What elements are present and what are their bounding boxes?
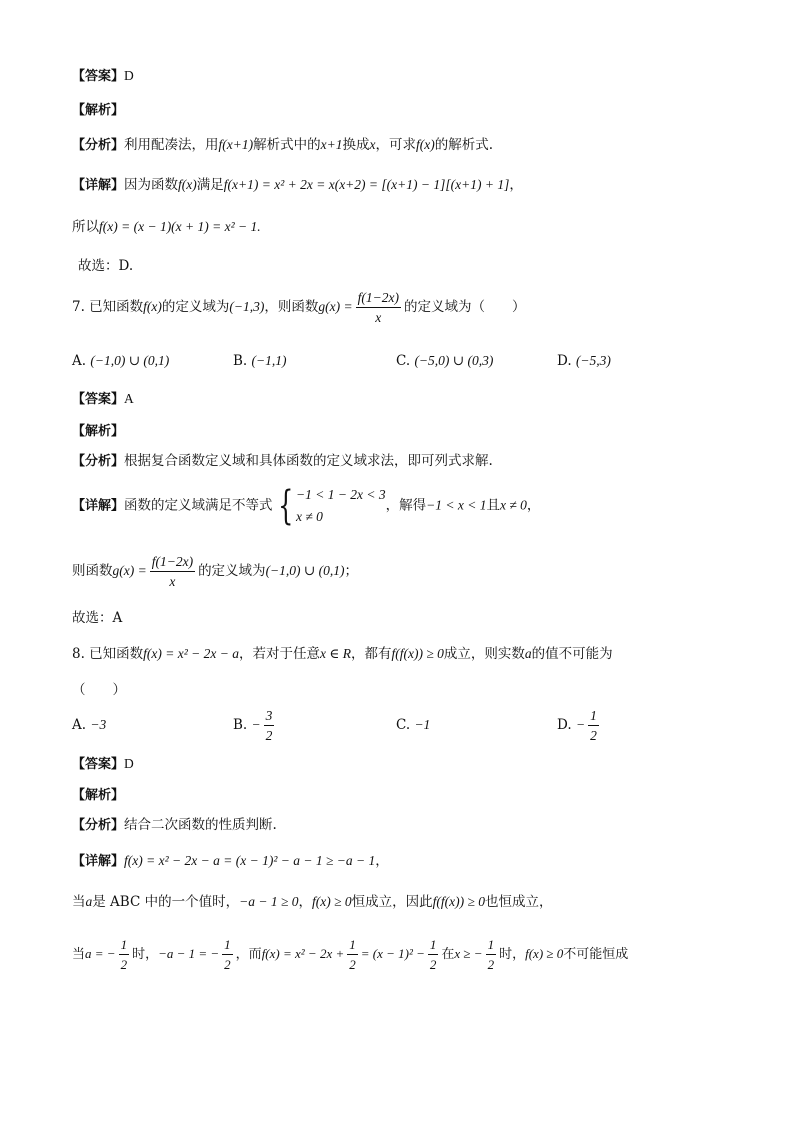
fraction <box>347 935 358 974</box>
left-brace-icon: { <box>277 483 293 529</box>
text: 因为函数 <box>124 177 179 193</box>
math: x ≠ 0 <box>499 497 527 513</box>
text: ，则函数 <box>264 299 319 315</box>
q8-option-b <box>233 706 277 745</box>
text: ，都有 <box>351 646 392 662</box>
q6-analysis-heading <box>72 100 124 121</box>
fraction-numerator: 1 <box>222 935 233 955</box>
math: f(x+1) = x² + 2x = x(x+2) = [(x+1) − 1][(x+1) + 1] <box>223 177 510 192</box>
q8-detail-line <box>72 851 389 872</box>
text: ， <box>298 894 312 910</box>
analysis-tag: 【解析】 <box>72 103 125 118</box>
fraction-denominator: 2 <box>265 728 273 743</box>
answer-tag: 【答案】 <box>72 757 125 772</box>
fraction-denominator: 2 <box>120 957 128 972</box>
q6-result-line <box>72 217 261 237</box>
text: 结合二次函数的性质判断. <box>124 817 277 833</box>
fraction-denominator: 2 <box>224 957 231 972</box>
text: ， <box>526 497 541 514</box>
fraction-denominator: 2 <box>590 728 597 743</box>
text: ，解得 <box>385 497 427 514</box>
text: 的定义域为 <box>161 299 230 315</box>
fraction <box>486 935 497 974</box>
q7-result-line <box>72 552 358 591</box>
math: x ≥ − <box>454 946 483 961</box>
fraction-denominator: x <box>375 310 382 325</box>
q8-analysis-heading <box>72 785 124 806</box>
q8-option-a <box>72 717 106 733</box>
text: 在 <box>441 947 455 962</box>
math: a <box>524 646 532 661</box>
math: f(x) = (x − 1)(x + 1) = x² − 1. <box>99 219 261 234</box>
math: f(f(x)) ≥ 0 <box>432 894 486 909</box>
system-line: x ≠ 0 <box>295 509 323 524</box>
fraction-numerator: f(1−2x) <box>150 552 195 572</box>
q6-detail-line <box>72 175 523 196</box>
option-value: −1 <box>414 717 431 732</box>
fraction-denominator: 2 <box>349 957 356 972</box>
math: x+1 <box>320 137 343 152</box>
text: 当 <box>72 894 86 910</box>
math: a = − <box>85 946 116 961</box>
fraction-numerator: 1 <box>588 706 599 726</box>
math: (−1,0) ∪ (0,1) <box>265 563 345 578</box>
math: f(x) = x² − 2x − a <box>143 646 240 661</box>
text: 利用配凑法，用 <box>124 137 219 153</box>
math: f(x) <box>143 299 162 314</box>
text: 的定义域为（ ） <box>403 299 526 315</box>
fraction-numerator: f(1−2x) <box>356 288 401 308</box>
fenxi-tag: 【分析】 <box>72 818 125 833</box>
q8-option-d <box>557 706 602 745</box>
answer-tag: 【答案】 <box>72 392 125 407</box>
text: 根据复合函数定义域和具体函数的定义域求法，即可列式求解. <box>124 453 493 469</box>
text: ，可求 <box>375 137 416 153</box>
option-label: D. <box>557 353 572 369</box>
answer-value: D <box>124 756 134 771</box>
option-value: (−5,0) ∪ (0,3) <box>414 353 494 368</box>
fraction <box>588 706 599 745</box>
q7-option-b <box>233 353 287 369</box>
option-value: (−1,1) <box>251 353 287 368</box>
option-value: (−1,0) ∪ (0,1) <box>90 353 170 368</box>
text: 时， <box>499 947 526 962</box>
math: a <box>85 894 93 909</box>
answer-value: D <box>124 68 134 83</box>
q7-stem <box>72 288 525 327</box>
q7-option-a <box>72 353 169 369</box>
text: 所以 <box>72 219 99 235</box>
text: 当 <box>72 947 86 962</box>
fraction-numerator: 3 <box>264 706 275 726</box>
fenxi-tag: 【分析】 <box>72 138 125 153</box>
text: 的值不可能为 <box>531 646 613 662</box>
text: 的解析式. <box>434 137 493 153</box>
choose-text: 故选：D. <box>78 258 134 274</box>
detail-tag: 【详解】 <box>72 178 125 193</box>
q8-stem-line2 <box>72 680 126 700</box>
fraction <box>356 288 401 327</box>
option-value: (−5,3) <box>575 353 611 368</box>
analysis-tag: 【解析】 <box>72 424 125 439</box>
text: 且 <box>486 497 500 514</box>
text: 成立，则实数 <box>443 646 525 662</box>
q7-choose-line <box>72 608 122 628</box>
fraction-denominator: 2 <box>487 957 495 972</box>
detail-tag: 【详解】 <box>72 498 125 514</box>
q6-answer-line <box>72 66 134 87</box>
fraction-denominator: 2 <box>429 957 437 972</box>
text: 满足 <box>196 177 224 193</box>
q7-fenxi-line <box>72 451 493 472</box>
system-line: −1 < 1 − 2x < 3 <box>295 487 386 502</box>
option-label: C. <box>396 353 411 369</box>
answer-value: A <box>124 391 134 406</box>
math: x ∈ R <box>320 646 352 661</box>
q7-analysis-heading <box>72 421 124 442</box>
math: f(x) = x² − 2x − a = (x − 1)² − a − 1 ≥ −a − 1 <box>124 853 376 868</box>
text: 的定义域为 <box>198 563 266 579</box>
text: 解析式中的 <box>253 137 321 153</box>
fraction-numerator: 1 <box>486 935 497 955</box>
q7-option-c <box>396 353 493 369</box>
q8-fenxi-line <box>72 815 277 836</box>
option-label: B. <box>233 717 248 733</box>
math: g(x) = <box>318 299 353 314</box>
fraction <box>222 935 233 974</box>
fraction <box>119 935 130 974</box>
q8-case-line-2 <box>72 935 628 974</box>
choose-text: 故选：A <box>72 610 123 626</box>
math: f(x) ≥ 0 <box>525 946 564 961</box>
text: ， <box>509 177 523 193</box>
q7-detail-line <box>72 484 540 528</box>
math: (−1,3) <box>229 299 265 314</box>
text: 7. 已知函数 <box>72 299 144 315</box>
math: x <box>369 137 376 152</box>
fenxi-tag: 【分析】 <box>72 454 125 469</box>
fraction-numerator: 1 <box>428 935 439 955</box>
math: −1 < x < 1 <box>426 497 487 513</box>
text: 时， <box>132 947 159 962</box>
fraction <box>428 935 439 974</box>
text: 也恒成立， <box>485 894 553 910</box>
q8-answer-line <box>72 754 134 775</box>
q7-answer-line <box>72 389 134 410</box>
math: f(x) <box>178 177 197 192</box>
text: 恒成立，因此 <box>351 894 433 910</box>
math: −a − 1 ≥ 0 <box>239 894 299 909</box>
fraction-numerator: 1 <box>119 935 130 955</box>
option-label: B. <box>233 353 248 369</box>
option-label: D. <box>557 717 572 733</box>
detail-tag: 【详解】 <box>72 854 125 869</box>
inequality-system <box>273 484 386 528</box>
fraction-numerator: 1 <box>347 935 358 955</box>
text: 8. 已知函数 <box>72 646 144 662</box>
text: ，若对于任意 <box>239 646 321 662</box>
analysis-tag: 【解析】 <box>72 788 125 803</box>
text: 函数的定义域满足不等式 <box>124 497 273 514</box>
fraction-denominator: x <box>169 574 176 589</box>
math: g(x) = <box>112 563 147 578</box>
math: f(f(x)) ≥ 0 <box>391 646 444 661</box>
math: f(x) ≥ 0 <box>311 894 352 909</box>
option-value: − <box>575 717 586 732</box>
math: f(x) <box>415 137 435 152</box>
math: −a − 1 = − <box>158 946 220 961</box>
text: （ ） <box>72 682 126 698</box>
math: = (x − 1)² − <box>360 946 425 961</box>
text: 换成 <box>342 137 370 153</box>
answer-tag: 【答案】 <box>72 69 125 84</box>
option-value: −3 <box>90 717 107 732</box>
option-value: − <box>251 717 261 732</box>
text: ，而 <box>235 947 262 962</box>
text: ， <box>375 853 389 869</box>
text: ； <box>344 563 358 579</box>
text: 则函数 <box>72 563 113 579</box>
option-label: C. <box>396 717 411 733</box>
q7-option-d <box>557 353 611 369</box>
fraction <box>264 706 275 745</box>
option-label: A. <box>72 353 87 369</box>
option-label: A. <box>72 717 87 733</box>
q8-case-line-1 <box>72 892 553 912</box>
q8-option-c <box>396 717 430 733</box>
math: f(x+1) <box>218 137 254 152</box>
q6-choose-line <box>78 256 133 276</box>
fraction <box>150 552 195 591</box>
q8-stem <box>72 644 613 664</box>
q6-fenxi-line <box>72 135 493 156</box>
text: 不可能恒成 <box>563 947 629 962</box>
math: f(x) = x² − 2x + <box>261 946 345 961</box>
text: 是 ABC 中的一个值时， <box>92 894 240 910</box>
